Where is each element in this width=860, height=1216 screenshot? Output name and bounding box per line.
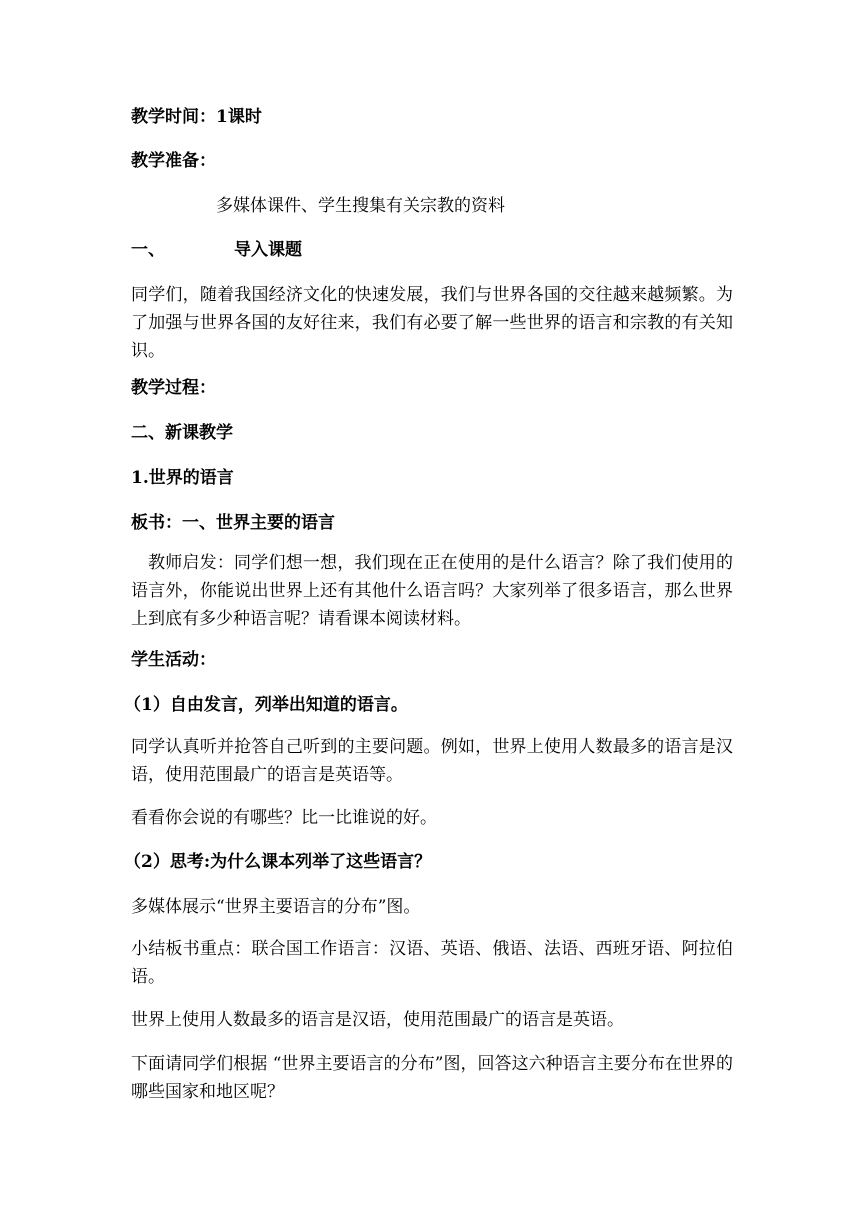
intro-paragraph: 同学们，随着我国经济文化的快速发展，我们与世界各国的交往越来越频繁。为了加强与世界各国的友好往来，我们有必要了解一些世界的语言和宗教的有关知识。: [131, 285, 733, 361]
student-activity-heading: 学生活动：: [131, 650, 216, 670]
teaching-prep-heading: 教学准备：: [131, 151, 216, 171]
teaching-process-heading: 教学过程：: [131, 378, 216, 398]
section1-title: 导入课题: [234, 240, 302, 260]
activity2-heading: （2）思考:为什么课本列举了这些语言？: [124, 852, 432, 872]
section1-number: 一、: [131, 240, 165, 260]
question-paragraph: 下面请同学们根据 “世界主要语言的分布”图，回答这六种语言主要分布在世界的哪些国家和地区呢？: [131, 1054, 733, 1102]
summary-paragraph: 小结板书重点：联合国工作语言：汉语、英语、俄语、法语、西班牙语、阿拉伯语。: [131, 939, 733, 987]
activity1-followup: 看看你会说的有哪些？比一比谁说的好。: [131, 808, 437, 828]
subsection1-heading: 1.世界的语言: [131, 468, 234, 488]
activity1-paragraph: 同学认真听并抢答自己听到的主要问题。例如，世界上使用人数最多的语言是汉语，使用范围最广的语言是英语等。: [131, 737, 733, 785]
most-spoken-paragraph: 世界上使用人数最多的语言是汉语，使用范围最广的语言是英语。: [131, 1010, 624, 1030]
teaching-time: 教学时间：1课时: [131, 107, 262, 127]
media-display: 多媒体展示“世界主要语言的分布”图。: [131, 897, 421, 917]
section1-heading: [131, 238, 733, 262]
board-heading: 板书：一、世界主要的语言: [131, 513, 335, 533]
section2-heading: 二、新课教学: [131, 423, 233, 443]
activity1-heading: （1）自由发言，列举出知道的语言。: [124, 695, 408, 715]
teaching-prep-text: 多媒体课件、学生搜集有关宗教的资料: [216, 196, 505, 216]
teacher-prompt: 教师启发：同学们想一想，我们现在正在使用的是什么语言？除了我们使用的语言外，你能说出世界上还有其他什么语言吗？大家列举了很多语言，那么世界上到底有多少种语言呢？请看课本阅读材料。: [131, 553, 733, 629]
